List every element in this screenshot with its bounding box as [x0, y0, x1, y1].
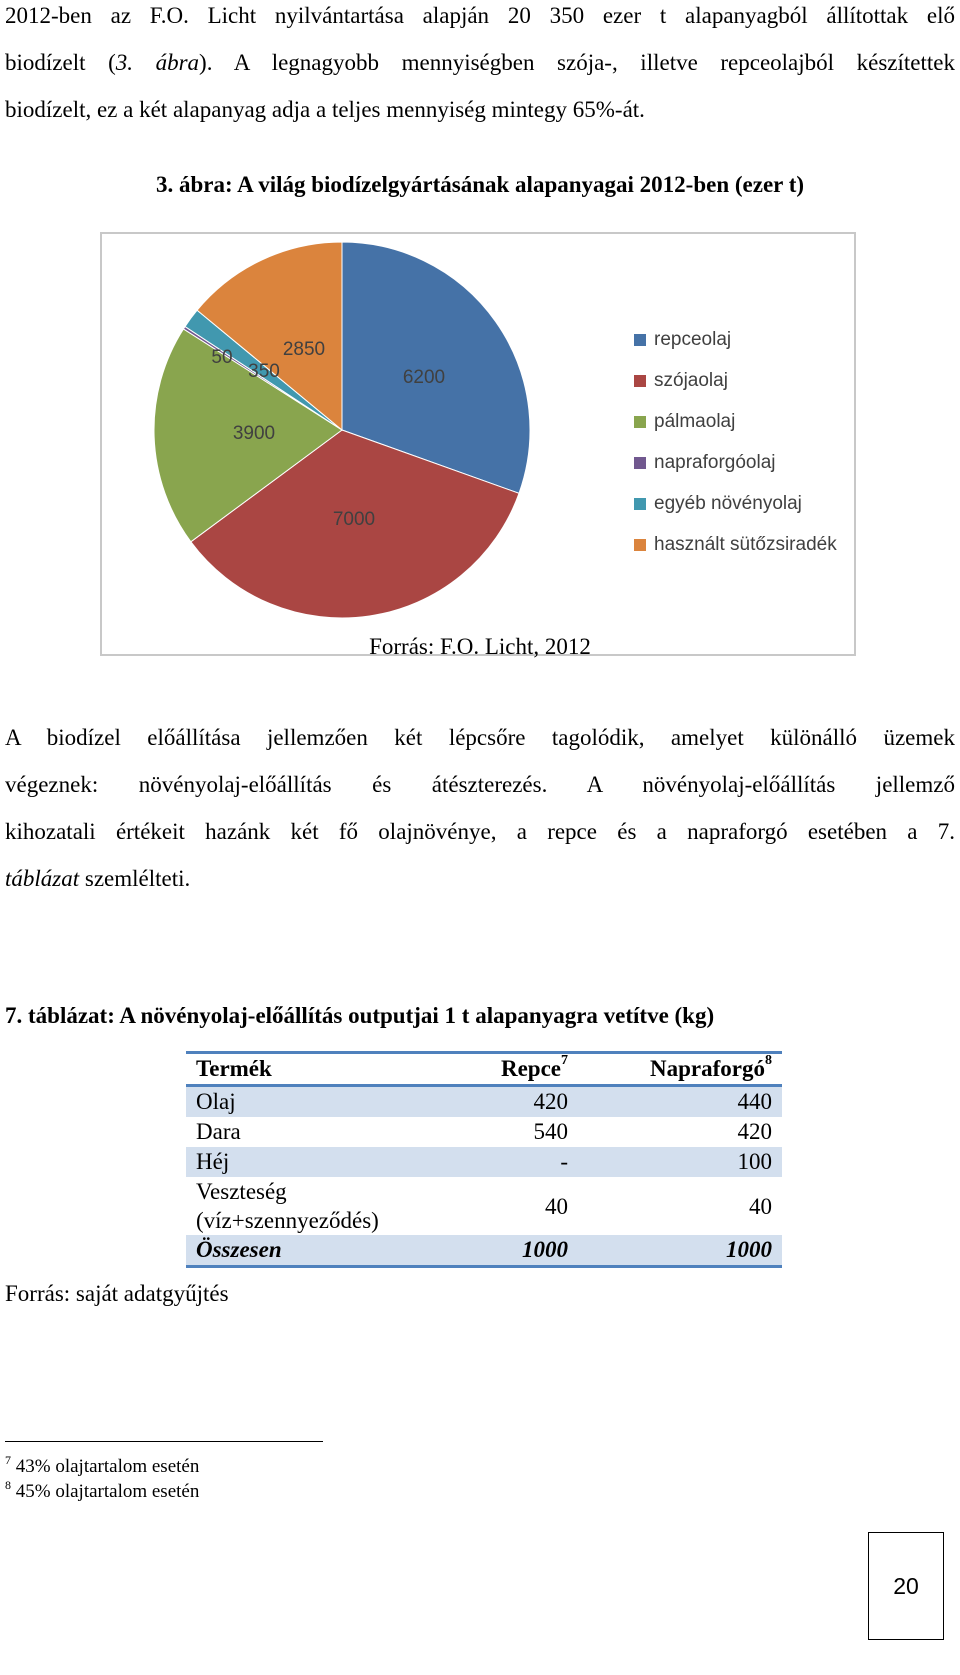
figure-ref: 3. ábra — [115, 50, 200, 75]
intro-line-1: 2012-ben az F.O. Licht nyilvántartása alapján 20 350 ezer t alapanyagból állítottak elő — [5, 3, 955, 28]
body-line-4: táblázat szemlélteti. — [5, 866, 191, 891]
table-row: Héj - 100 — [186, 1147, 782, 1177]
legend-label-5: használt sütőzsiradék — [654, 534, 837, 556]
pie-chart-frame — [100, 232, 856, 656]
intro-paragraph — [5, 0, 955, 133]
table-ref: táblázat — [5, 866, 80, 891]
slice-label-1: 7000 — [332, 509, 376, 531]
legend-swatch-5 — [634, 539, 646, 551]
table-caption: 7. táblázat: A növényolaj-előállítás outputjai 1 t alapanyagra vetítve (kg) — [5, 1003, 715, 1028]
legend-swatch-1 — [634, 375, 646, 387]
intro-line-2: biodízelt (3. ábra). A legnagyobb mennyiségben szója-, illetve repceolajból készítettek — [5, 50, 955, 75]
legend-label-2: pálmaolaj — [654, 411, 736, 433]
table-source: Forrás: saját adatgyűjtés — [5, 1281, 229, 1306]
legend-swatch-4 — [634, 498, 646, 510]
loss-label: Veszteség (víz+szennyeződés) — [196, 1179, 379, 1233]
legend-swatch-2 — [634, 416, 646, 428]
legend-swatch-3 — [634, 457, 646, 469]
header-product: Termék — [186, 1053, 446, 1086]
intro-line-3: biodízelt, ez a két alapanyag adja a teljes mennyiség mintegy 65%-át. — [5, 97, 645, 122]
pie-chart — [102, 234, 854, 654]
legend-label-0: repceolaj — [654, 329, 732, 351]
slice-label-4: 350 — [248, 361, 280, 383]
table-row-loss: Veszteség (víz+szennyeződés) 40 40 — [186, 1177, 782, 1235]
legend-swatch-0 — [634, 334, 646, 346]
body-line-3: kihozatali értékeit hazánk két fő olajnövénye, a repce és a napraforgó esetében a 7. — [5, 819, 955, 844]
figure-caption: 3. ábra: A világ biodízelgyártásának alapanyagai 2012-ben (ezer t) — [155, 172, 805, 197]
body-paragraph — [5, 714, 955, 902]
footnote-rule — [5, 1441, 323, 1442]
table-row: Dara 540 420 — [196, 1119, 772, 1144]
slice-label-0: 6200 — [402, 367, 446, 389]
body-line-1: A biodízel előállítása jellemzően két lépcsőre tagolódik, amelyet különálló üzemek — [5, 725, 955, 750]
legend-label-4: egyéb növényolaj — [654, 493, 802, 515]
table-row-total: Összesen 1000 1000 — [186, 1235, 782, 1267]
slice-label-5: 2850 — [282, 339, 326, 361]
figure-source: Forrás: F.O. Licht, 2012 — [369, 634, 591, 659]
slice-label-2: 3900 — [232, 423, 276, 445]
output-table — [186, 1051, 782, 1268]
legend-label-1: szójaolaj — [654, 370, 728, 392]
footnote-7: $^7$ 43% olajtartalom esetén — [5, 1453, 200, 1477]
header-rapeseed: Repce$^7$ — [446, 1053, 578, 1086]
header-sunflower: Napraforgó$^8$ — [578, 1053, 782, 1086]
table-row: Olaj 420 440 — [186, 1086, 782, 1118]
slice-label-3: 50 — [211, 347, 233, 369]
table-header-row — [186, 1053, 782, 1086]
legend-label-3: napraforgóolaj — [654, 452, 776, 474]
page-number-box — [868, 1532, 944, 1640]
page-number: 20 — [893, 1572, 919, 1599]
body-line-2: végeznek: növényolaj-előállítás és átészterezés. A növényolaj-előállítás jellemző — [5, 772, 955, 797]
footnote-8: $^8$ 45% olajtartalom esetén — [5, 1478, 200, 1502]
